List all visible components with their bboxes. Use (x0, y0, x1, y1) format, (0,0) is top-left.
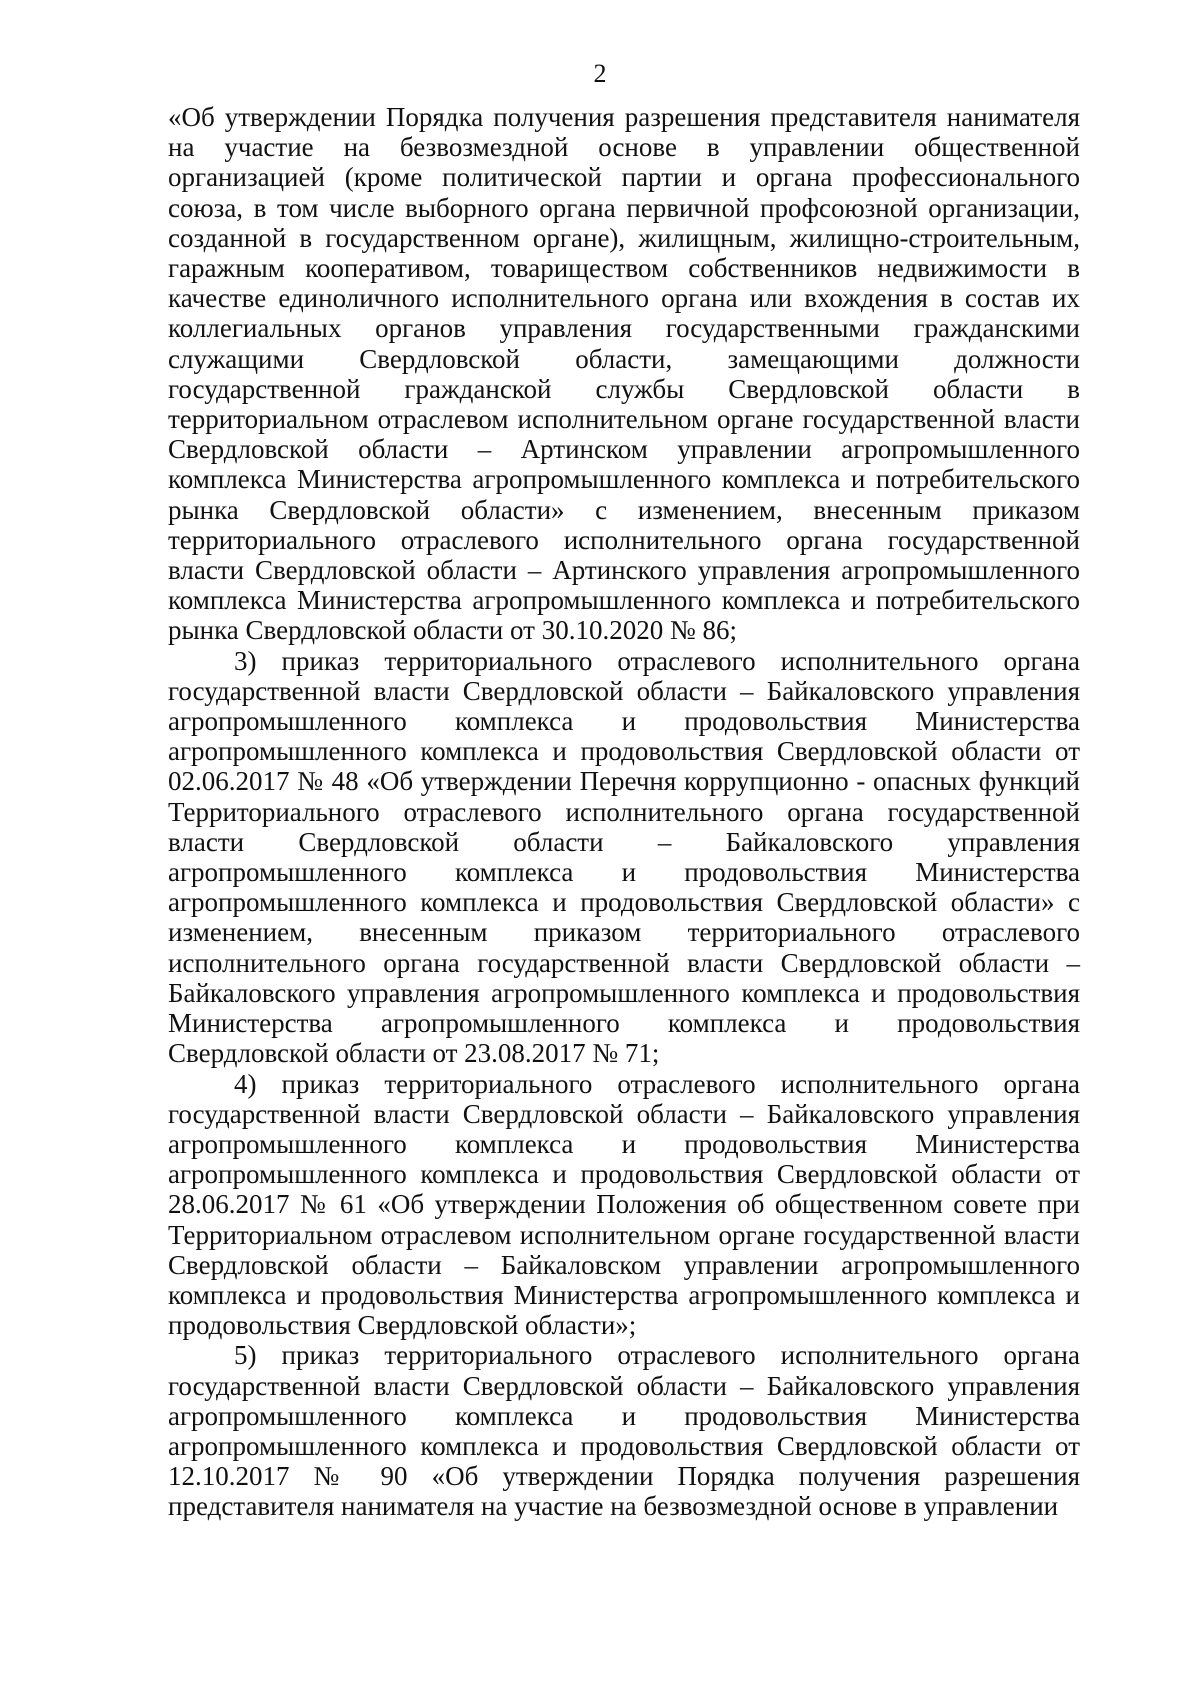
paragraph-continuation: «Об утверждении Порядка получения разрешения представителя нанимателя на участие на безвозмездной основе в управлении общественной организацией (кроме политической партии и органа профессионального союза, в том числе выборного органа первичной профсоюзной организации, созданной в государственном органе), жилищным, жилищно-строительным, гаражным кооперативом, товариществом собственников недвижимости в качестве единоличного исполнительного органа или вхождения в состав их коллегиальных органов управления государственными гражданскими служащими Свердловской области, замещающими должности государственной гражданской службы Свердловской области в территориальном отраслевом исполнительном органе государственной власти Свердловской области – Артинском управлении агропромышленного комплекса Министерства агропромышленного комплекса и потребительского рынка Свердловской области» с изменением, внесенным приказом территориального отраслевого исполнительного органа государственной власти Свердловской области – Артинского управления агропромышленного комплекса Министерства агропромышленного комплекса и потребительского рынка Свердловской области от 30.10.2020 № 86; (168, 102, 1080, 646)
list-item-5: 5) приказ территориального отраслевого исполнительного органа государственной власти Свердловской области – Байкаловского управления агропромышленного комплекса и продовольствия Министерства агропромышленного комплекса и продовольствия Свердловской области от 12.10.2017 № 90 «Об утверждении Порядка получения разрешения представителя нанимателя на участие на безвозмездной основе в управлении (168, 1340, 1080, 1522)
list-item-3: 3) приказ территориального отраслевого исполнительного органа государственной власти Свердловской области – Байкаловского управления агропромышленного комплекса и продовольствия Министерства агропромышленного комплекса и продовольствия Свердловской области от 02.06.2017 № 48 «Об утверждении Перечня коррупционно - опасных функций Территориального отраслевого исполнительного органа государственной власти Свердловской области – Байкаловского управления агропромышленного комплекса и продовольствия Министерства агропромышленного комплекса и продовольствия Свердловской области» с изменением, внесенным приказом территориального отраслевого исполнительного органа государственной власти Свердловской области – Байкаловского управления агропромышленного комплекса и продовольствия Министерства агропромышленного комплекса и продовольствия Свердловской области от 23.08.2017 № 71; (168, 645, 1080, 1069)
page-number: 2 (593, 59, 607, 88)
list-item-4: 4) приказ территориального отраслевого исполнительного органа государственной власти Свердловской области – Байкаловского управления агропромышленного комплекса и продовольствия Министерства агропромышленного комплекса и продовольствия Свердловской области от 28.06.2017 № 61 «Об утверждении Положения об общественном совете при Территориальном отраслевом исполнительном органе государственной власти Свердловской области – Байкаловском управлении агропромышленного комплекса и продовольствия Министерства агропромышленного комплекса и продовольствия Свердловской области»; (168, 1068, 1080, 1341)
document-body (168, 102, 1080, 1522)
